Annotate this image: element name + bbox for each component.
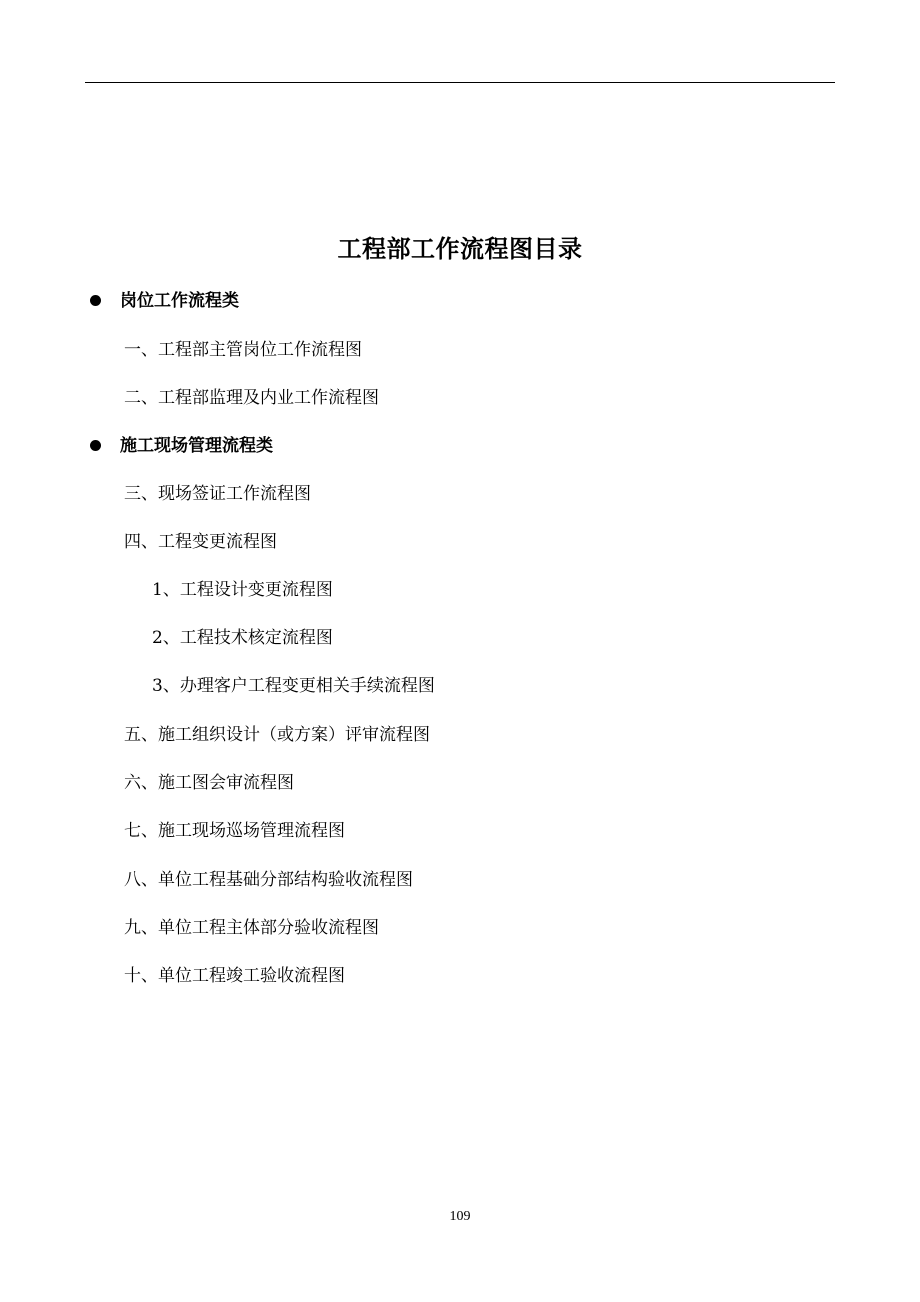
- document-title: 工程部工作流程图目录: [337, 235, 583, 263]
- toc-subitem: 2、工程技术核定流程图: [152, 628, 333, 648]
- toc-item: 九、单位工程主体部分验收流程图: [124, 918, 379, 938]
- page-number: 109: [449, 1209, 471, 1224]
- toc-item: 十、单位工程竣工验收流程图: [124, 966, 345, 986]
- bullet-icon: [90, 440, 101, 451]
- toc-item: 三、现场签证工作流程图: [124, 484, 311, 504]
- toc-category: 施工现场管理流程类: [120, 436, 273, 456]
- toc-item: 四、工程变更流程图: [124, 532, 277, 552]
- toc-item: 八、单位工程基础分部结构验收流程图: [124, 870, 413, 890]
- bullet-icon: [90, 295, 101, 306]
- toc-item: 二、工程部监理及内业工作流程图: [124, 388, 379, 408]
- toc-category: 岗位工作流程类: [120, 291, 239, 311]
- toc-item: 七、施工现场巡场管理流程图: [124, 821, 345, 841]
- toc-subitem: 3、办理客户工程变更相关手续流程图: [152, 676, 435, 696]
- toc-item: 一、工程部主管岗位工作流程图: [124, 340, 362, 360]
- toc-item: 五、施工组织设计（或方案）评审流程图: [124, 725, 430, 745]
- toc-item: 六、施工图会审流程图: [124, 773, 294, 793]
- toc-subitem: 1、工程设计变更流程图: [152, 580, 333, 600]
